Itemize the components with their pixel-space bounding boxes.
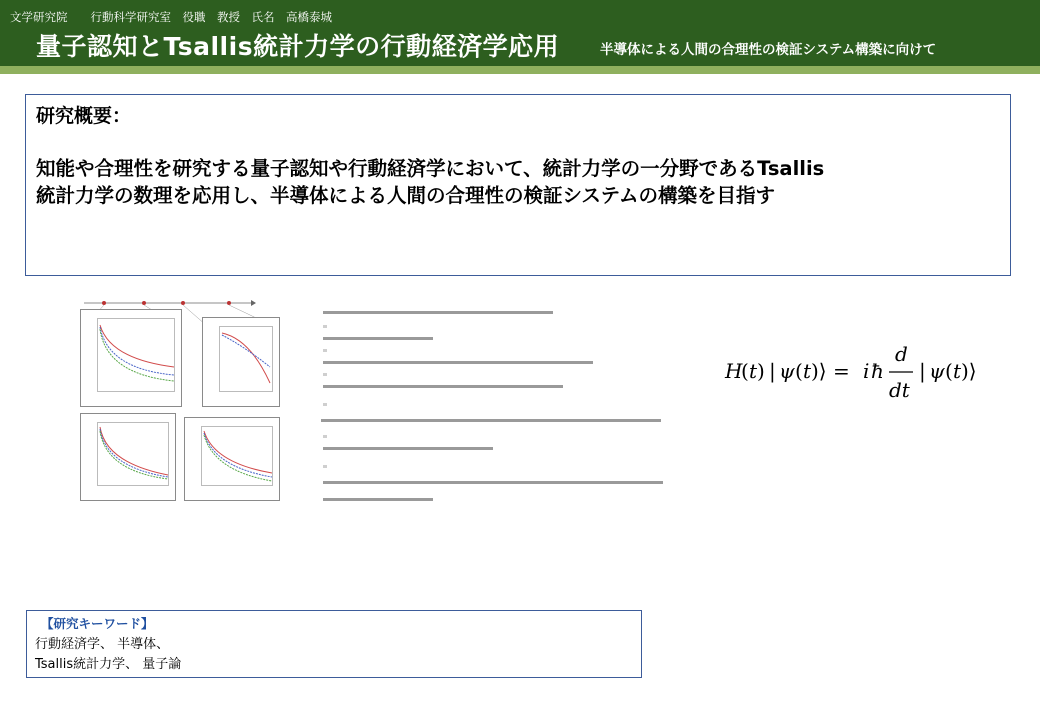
svg-text:H: H	[725, 359, 743, 383]
panel-4-curves	[202, 427, 274, 485]
summary-body	[36, 155, 1006, 209]
svg-text:(: (	[945, 359, 953, 383]
panel-2-curves	[220, 327, 274, 391]
header-bar	[0, 0, 1040, 66]
panel-1-curves	[98, 319, 176, 391]
schrodinger-equation	[723, 345, 993, 405]
svg-text:ψ: ψ	[929, 359, 945, 383]
figure-panel-3	[80, 413, 176, 501]
svg-text:t: t	[953, 359, 962, 383]
summary-line-2: 統計力学の数理を応用し、半導体による人間の合理性の検証システムの構築を目指す	[36, 184, 776, 207]
svg-text:ħ: ħ	[871, 359, 884, 383]
q-exponential-document-image	[313, 305, 667, 510]
summary-heading: 研究概要：	[36, 105, 132, 127]
svg-text:dt: dt	[889, 378, 910, 402]
research-keywords-box	[26, 610, 642, 678]
svg-text:(: (	[795, 359, 803, 383]
discount-curve-figure	[66, 297, 290, 530]
svg-text:)⟩: )⟩	[961, 359, 977, 383]
research-summary-box	[25, 94, 1011, 276]
svg-text:ψ: ψ	[779, 359, 795, 383]
svg-text:|: |	[919, 359, 926, 383]
svg-text:): )	[757, 359, 765, 383]
svg-text:(: (	[741, 359, 749, 383]
svg-text:d: d	[895, 345, 908, 366]
figure-panel-1	[80, 309, 182, 407]
figure-panel-2	[202, 317, 280, 407]
header-affiliation: 文学研究院 行動科学研究室 役職 教授 氏名 高橋泰城	[10, 10, 332, 24]
page-title: 量子認知とTsallis統計力学の行動経済学応用	[36, 32, 560, 61]
document-text-graphic	[313, 305, 667, 510]
keywords-line-1: 行動経済学、 半導体、	[35, 637, 170, 652]
keywords-line-2: Tsallis統計力学、 量子論	[35, 657, 182, 672]
svg-text:t: t	[803, 359, 812, 383]
svg-text:|: |	[769, 359, 776, 383]
figure-panel-4	[184, 417, 280, 501]
svg-text:i: i	[863, 359, 870, 383]
header-accent-strip	[0, 66, 1040, 74]
svg-text:)⟩ =: )⟩ =	[811, 359, 850, 383]
page-subtitle: 半導体による人間の合理性の検証システム構築に向けて	[600, 42, 937, 58]
panel-3-curves	[98, 423, 170, 485]
svg-text:t: t	[749, 359, 758, 383]
summary-line-1: 知能や合理性を研究する量子認知や行動経済学において、統計力学の一分野であるTsallis	[36, 157, 825, 180]
keywords-label: 【研究キーワード】	[41, 616, 154, 631]
